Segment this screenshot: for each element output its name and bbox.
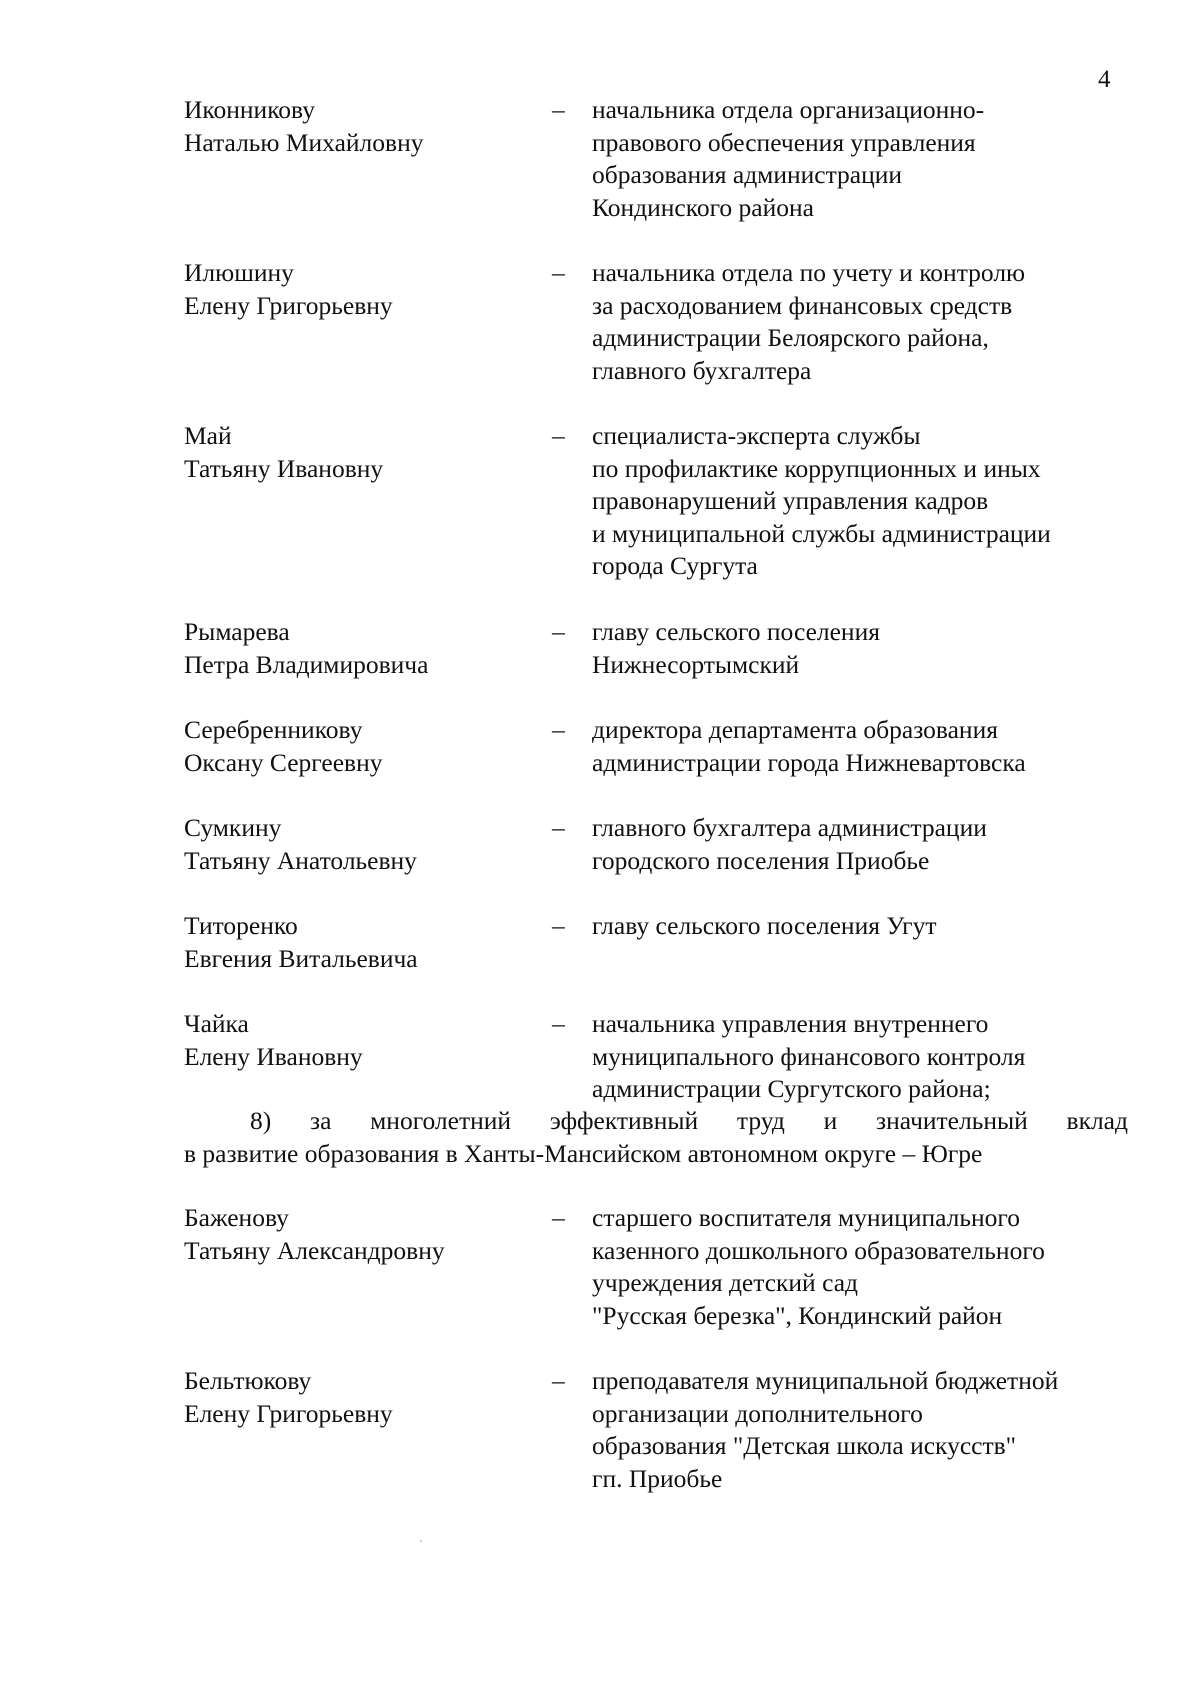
position-description <box>592 420 1152 583</box>
description-line: Нижнесортымский <box>592 649 800 679</box>
given-name: Петра Владимировича <box>184 649 429 679</box>
position-description <box>592 1008 1152 1106</box>
description-line: по профилактике коррупционных и иных <box>592 453 1041 483</box>
paragraph-word: значительный <box>876 1106 1028 1135</box>
position-description <box>592 1202 1152 1332</box>
page-number: 4 <box>1098 66 1111 93</box>
person-name <box>184 257 544 322</box>
given-name: Татьяну Анатольевну <box>184 845 417 875</box>
position-description <box>592 714 1152 779</box>
paragraph-word: вклад <box>1066 1106 1128 1135</box>
person-name <box>184 94 544 159</box>
given-name: Елену Ивановну <box>184 1041 363 1071</box>
surname: Титоренко <box>184 911 298 940</box>
description-line: главного бухгалтера администрации <box>592 813 987 842</box>
scan-speck <box>420 1540 422 1542</box>
given-name: Оксану Сергеевну <box>184 747 383 777</box>
person-name <box>184 1202 544 1267</box>
surname: Иконникову <box>184 95 315 124</box>
description-line: образования администрации <box>592 160 903 189</box>
dash: – <box>552 1203 565 1232</box>
description-line: муниципального финансового контроля <box>592 1041 1026 1071</box>
paragraph-word: многолетний <box>370 1106 512 1135</box>
description-line: организации дополнительного <box>592 1398 923 1428</box>
dash: – <box>552 617 565 646</box>
paragraph-line: в развитие образования в Ханты-Мансийском автономном округе – Югре <box>184 1138 983 1168</box>
section-8-paragraph <box>184 1105 1128 1170</box>
description-line: специалиста-эксперта службы <box>592 421 921 450</box>
position-description <box>592 1365 1152 1495</box>
description-line: главу сельского поселения Угут <box>592 911 937 940</box>
description-line: гп. Приобье <box>592 1463 723 1493</box>
given-name: Татьяну Ивановну <box>184 453 384 483</box>
description-line: правового обеспечения управления <box>592 127 976 157</box>
description-line: казенного дошкольного образовательного <box>592 1235 1045 1265</box>
description-line: правонарушений управления кадров <box>592 486 989 515</box>
person-name <box>184 910 544 975</box>
dash: – <box>552 258 565 287</box>
person-name <box>184 812 544 877</box>
dash: – <box>552 911 565 940</box>
position-description <box>592 94 1152 224</box>
paragraph-word: и <box>823 1106 838 1135</box>
given-name: Елену Григорьевну <box>184 1398 393 1428</box>
paragraph-word: за <box>310 1106 332 1135</box>
person-name <box>184 714 544 779</box>
surname: Баженову <box>184 1203 289 1232</box>
paragraph-word: эффективный <box>549 1106 699 1135</box>
person-name <box>184 420 544 485</box>
position-description <box>592 257 1152 387</box>
position-description <box>592 812 1152 877</box>
surname: Илюшину <box>184 258 294 287</box>
position-description <box>592 910 1152 943</box>
description-line: администрации Белоярского района, <box>592 323 989 352</box>
description-line: директора департамента образования <box>592 715 998 744</box>
person-name <box>184 616 544 681</box>
surname: Серебренникову <box>184 715 363 744</box>
description-line: главу сельского поселения <box>592 617 880 646</box>
surname: Бельтюкову <box>184 1366 312 1395</box>
person-name <box>184 1365 544 1430</box>
paragraph-line <box>184 1105 1128 1138</box>
paragraph-word: труд <box>736 1106 785 1135</box>
description-line: учреждения детский сад <box>592 1268 858 1297</box>
description-line: начальника отдела организационно- <box>592 95 985 124</box>
person-name <box>184 1008 544 1073</box>
description-line: преподавателя муниципальной бюджетной <box>592 1366 1059 1395</box>
dash: – <box>552 813 565 842</box>
description-line: администрации Сургутского района; <box>592 1074 991 1103</box>
description-line: "Русская березка", Кондинский район <box>592 1300 1003 1330</box>
paragraph-word: 8) <box>250 1106 272 1135</box>
description-line: образования "Детская школа искусств" <box>592 1431 1017 1460</box>
description-line: Кондинского района <box>592 192 814 222</box>
surname: Сумкину <box>184 813 282 842</box>
description-line: старшего воспитателя муниципального <box>592 1203 1020 1232</box>
description-line: начальника управления внутреннего <box>592 1009 989 1038</box>
dash: – <box>552 715 565 744</box>
surname: Май <box>184 421 232 450</box>
dash: – <box>552 95 565 124</box>
dash: – <box>552 1366 565 1395</box>
description-line: начальника отдела по учету и контролю <box>592 258 1026 287</box>
description-line: администрации города Нижневартовска <box>592 747 1026 777</box>
description-line: города Сургута <box>592 551 758 580</box>
description-line: и муниципальной службы администрации <box>592 518 1051 548</box>
dash: – <box>552 1009 565 1038</box>
description-line: за расходованием финансовых средств <box>592 290 1013 320</box>
given-name: Наталью Михайловну <box>184 127 424 157</box>
given-name: Елену Григорьевну <box>184 290 393 320</box>
surname: Рымарева <box>184 617 290 646</box>
given-name: Евгения Витальевича <box>184 943 418 973</box>
dash: – <box>552 421 565 450</box>
description-line: городского поселения Приобье <box>592 845 930 875</box>
position-description <box>592 616 1152 681</box>
surname: Чайка <box>184 1009 249 1038</box>
given-name: Татьяну Александровну <box>184 1235 445 1265</box>
description-line: главного бухгалтера <box>592 355 812 385</box>
